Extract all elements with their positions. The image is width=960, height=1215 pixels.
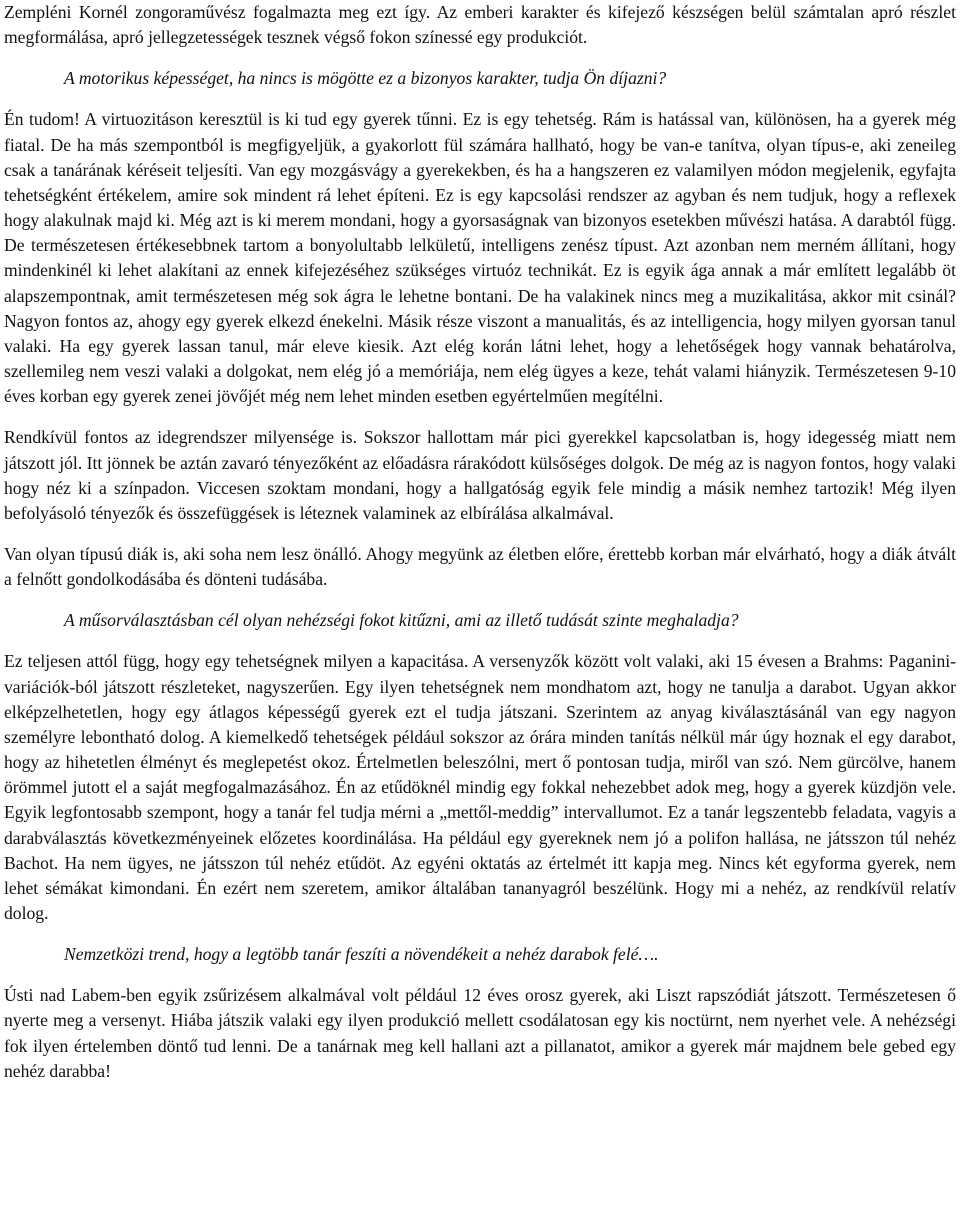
paragraph-intro: Zempléni Kornél zongoraművész fogalmazta meg ezt így. Az emberi karakter és kifejező készségen belül számtalan apró részlet megformálása, apró jellegzetességek tesznek végső fokon színessé egy produkciót. — [4, 2, 956, 48]
question-international-trend: Nemzetközi trend, hogy a legtöbb tanár feszíti a növendékeit a nehéz darabok felé…. — [64, 944, 659, 965]
question-repertoire: A műsorválasztásban cél olyan nehézségi fokot kitűzni, ami az illető tudását szinte meghaladja? — [64, 610, 739, 631]
paragraph-independence: Van olyan típusú diák is, aki soha nem lesz önálló. Ahogy megyünk az életben előre, érettebb korban már elvárható, hogy a diák átvált a felnőtt gondolkodásába és dönteni tudásába. — [4, 543, 956, 590]
question-motoric-ability: A motorikus képességet, ha nincs is mögötte ez a bizonyos karakter, tudja Ön díjazni? — [64, 68, 667, 89]
answer-international-trend: Ústi nad Labem-ben egyik zsűrizésem alkalmával volt például 12 éves orosz gyerek, aki Liszt rapszódiát játszott. Természetesen ő nyerte meg a versenyt. Hiába játszik valaki egy ilyen produkció mellett csodálatosan egy kis noctürnt, nem nyerhet vele. A nehézségi fok ilyen értelemben döntő tud lenni. De a tanárnak meg kell hallani azt a pillanatot, amikor a gyerek már majdnem bele gebed egy nehéz darabba! — [4, 985, 956, 1081]
answer-motoric-ability: Én tudom! A virtuozitáson keresztül is ki tud egy gyerek tűnni. Ez is egy tehetség. Rám is hatással van, különösen, ha a gyerek még fiatal. De ha más szempontból is megfigyeljük, a gyakorlott fül számára hallható, hogy be van-e tanítva, olyan típus-e, aki zeneileg csak a tanárának kéréseit teljesíti. Van egy mozgásvágy a gyerekekben, és ha a hangszeren ez valamilyen módon megjelenik, egyfajta tehetségként értékelem, amire sok mindent rá lehet építeni. Ez is egy kapcsolási rendszer az agyban és nem tudjuk, hogy a reflexek hogy alakulnak majd ki. Még azt is ki merem mondani, hogy a gyorsaságnak van bizonyos esetekben művészi hatása. A darabtól függ. De természetesen értékesebbnek tartom a bonyolultabb lelkületű, intelligens zenész típust. Azt azonban nem merném állítani, hogy mindenkinél ki lehet alakítani az ennek kifejezéséhez szükséges virtuóz technikát. Ez is egyik ága annak a már említett legalább öt alapszempontnak, amit természetesen még sok ágra le lehetne bontani. De ha valakinek nincs meg a muzikalitása, akkor mit csinál? Nagyon fontos az, ahogy egy gyerek elkezd énekelni. Másik része viszont a manualitás, és az intelligencia, hogy milyen gyorsan tanul valaki. Ha egy gyerek lassan tanul, már eleve kiesik. Azt elég korán látni lehet, hogy a lehetőségek hogy vannak behatárolva, szellemileg nem veszi valaki a dolgokat, nem elég jó a memóriája, nem elég ügyes a keze, tehát valami hiányzik. Természetesen 9-10 éves korban egy gyerek zenei jövőjét még nem lehet minden esetben egyértelműen megítélni. — [4, 109, 956, 407]
answer-repertoire: Ez teljesen attól függ, hogy egy tehetségnek milyen a kapacitása. A versenyzők között volt valaki, aki 15 évesen a Brahms: Paganini-variációk-ból játszott részleteket, nagyszerűen. Egy ilyen tehetségnek nem mondhatom azt, hogy ne tanulja a darabot. Ugyan akkor elképzelhetetlen, hogy egy átlagos képességű gyerek ezt el tudja játszani. Szerintem az anyag kiválasztásánál van egy nagyon személyre lebontható dolog. A kiemelkedő tehetségek például sokszor az órára minden tanítás nélkül már úgy hoznak el egy darabot, hogy az hihetetlen élményt és meglepetést okoz. Értelmetlen beleszólni, mert ő pontosan tudja, miről van szó. Nem gürcölve, hanem örömmel jutott el a saját megfogalmazásához. Én az etűdöknél mindig egy fokkal nehezebbet adok meg, hogy a gyerek küzdjön vele. Egyik legfontosabb szempont, hogy a tanár fel tudja mérni a „mettől-meddig” intervallumot. Ez a tanár legszentebb feladata, vagyis a darabválasztás következményeinek előzetes koordinálása. Ha például egy gyereknek nem jó a polifon hallása, ne játsszon túl nehéz Bachot. Ha nem ügyes, ne játsszon túl nehéz etűdöt. Az egyéni oktatás az értelmét itt kapja meg. Nincs két egyforma gyerek, nem lehet sémákat kimondani. Én ezért nem szeretem, amikor általában tananyagról beszélünk. Hogy mi a nehéz, az rendkívül relatív dolog. — [4, 651, 956, 923]
paragraph-nervous-system: Rendkívül fontos az idegrendszer milyensége is. Sokszor hallottam már pici gyerekkel kapcsolatban is, hogy idegesség miatt nem játszott jól. Itt jönnek be aztán zavaró tényezőként az előadásra rárakódott külsőséges dolgok. De még az is nagyon fontos, hogy valaki hogy néz ki a színpadon. Viccesen szoktam mondani, hogy a hallgatóság egyik fele mindig a másik nemhez tartozik! Még ilyen befolyásoló tényezők és összefüggések is léteznek valaminek az elbírálása alkalmával. — [4, 427, 956, 523]
